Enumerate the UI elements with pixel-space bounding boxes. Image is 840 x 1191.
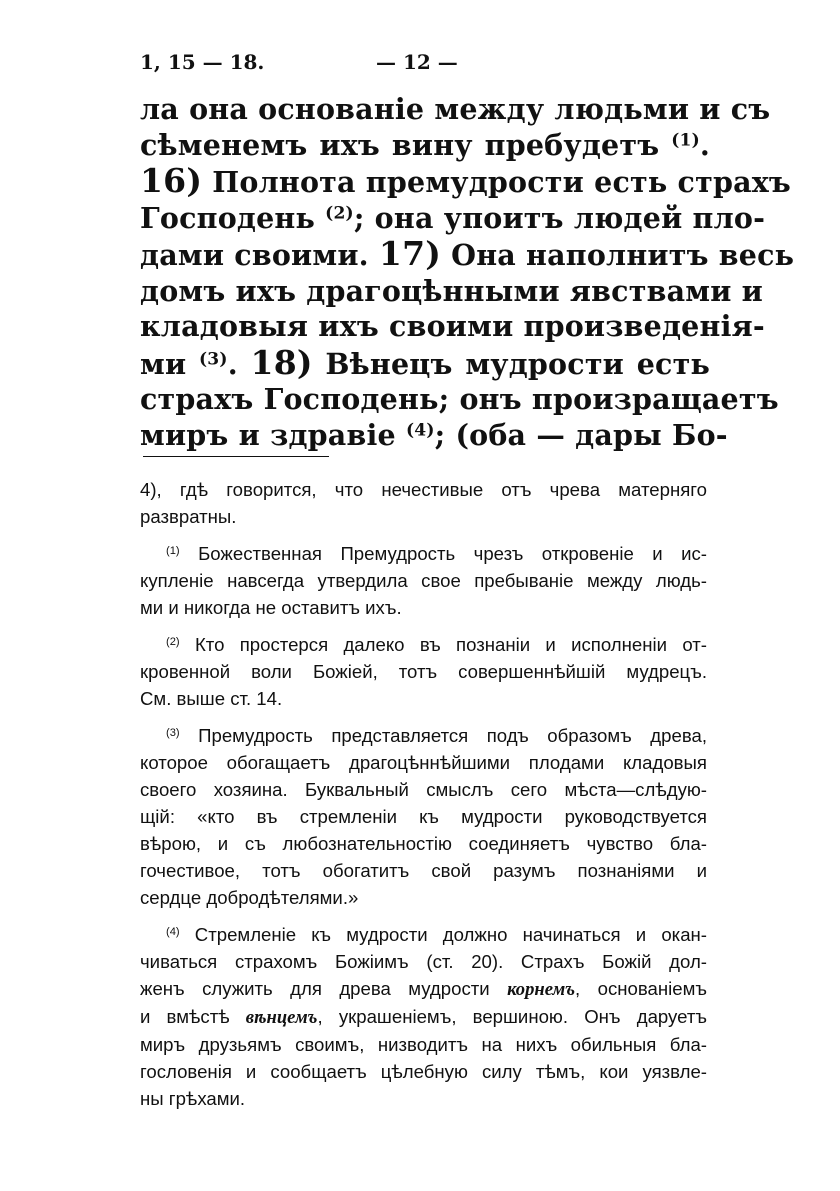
emphasized-word: корнемъ (507, 979, 576, 1000)
footnote-marker: (4) (166, 925, 180, 938)
text-run: Вѣнецъ мудрости есть (312, 346, 711, 381)
footnote-separator (143, 456, 329, 457)
footnote-line: См. выше ст. 14. (140, 688, 283, 709)
main-line (140, 200, 766, 237)
text-run: Господень (140, 200, 326, 235)
text-run: Полнота премудрости есть страхъ (202, 165, 791, 199)
footnote-line: которое обогащаетъ драгоцѣннѣйшими плодами кладовыя (140, 752, 707, 773)
text-run: миръ и здравіе (140, 417, 406, 452)
verse-number: 16) (140, 161, 203, 200)
footnote-text: и вмѣстѣ (140, 1006, 246, 1027)
text-run: ла она основаніе между людьми и съ (140, 92, 771, 126)
footnote-line: ми и никогда не оставитъ ихъ. (140, 597, 402, 618)
footnote-ref: (2) (325, 203, 354, 224)
footnote-line (140, 1003, 707, 1031)
page-header (140, 50, 705, 82)
footnote-line: чиваться страхомъ Божіимъ (ст. 20). Страхъ Божій дол- (140, 951, 707, 972)
footnote-line: купленіе навсегда утвердила свое пребываніе между людь- (140, 570, 707, 591)
main-line (140, 417, 728, 454)
text-run: сѣменемъ ихъ вину пребудетъ (140, 127, 672, 162)
footnotes (140, 476, 707, 1122)
footnote-text: Премудрость представляется подъ образомъ древа, (179, 725, 707, 746)
main-line (140, 161, 791, 201)
main-text (140, 92, 795, 453)
text-run: ; (оба — дары Бо- (434, 417, 728, 452)
text-run: . (699, 127, 710, 162)
footnote-line: развратны. (140, 506, 237, 527)
footnote-line: гословенія и сообщаетъ цѣлебную силу тѣмъ, кои уязвле- (140, 1061, 707, 1082)
footnote-marker: (1) (166, 544, 180, 557)
main-line (140, 128, 710, 164)
footnote-line (140, 631, 707, 658)
footnote-text: Стремленіе къ мудрости должно начинаться и окан- (179, 924, 707, 945)
footnote-line: щій: «кто въ стремленіи къ мудрости руководствуется (140, 806, 707, 827)
text-run: ми (140, 346, 200, 381)
footnote-text: , украшеніемъ, вершиною. Онъ даруетъ (317, 1006, 707, 1027)
footnote-text: Кто простерся далеко въ познаніи и исполненіи от- (179, 634, 707, 655)
main-line (140, 92, 771, 128)
footnote-3 (140, 722, 707, 911)
footnote-continuation (140, 476, 707, 530)
verse-number: 18) (250, 342, 313, 382)
footnote-2 (140, 631, 707, 712)
footnote-marker: (3) (166, 726, 180, 739)
main-line (140, 234, 795, 274)
footnote-4 (140, 921, 707, 1112)
footnote-marker: (2) (166, 635, 180, 648)
text-run: страхъ Господень; онъ произращаетъ (140, 382, 779, 416)
verse-range: 1, 15 — 18. (140, 50, 265, 74)
text-run: Она наполнитъ весь (441, 238, 795, 272)
footnote-line: сердце добродѣтелями.» (140, 887, 359, 908)
page-number: — 12 — (376, 50, 458, 74)
footnote-line (140, 975, 707, 1003)
footnote-line: миръ друзьямъ своимъ, низводитъ на нихъ обильныя бла- (140, 1034, 707, 1055)
footnote-text: Божественная Премудрость чрезъ откровеніе и ис- (179, 543, 707, 564)
footnote-line: вѣрою, и съ любознательностію соединяетъ чувство бла- (140, 833, 707, 854)
main-line (140, 342, 711, 383)
footnote-line: 4), гдѣ говорится, что нечестивые отъ чрева матерняго (140, 479, 707, 500)
footnote-line (140, 921, 707, 948)
footnote-ref: (3) (199, 349, 228, 370)
footnote-line (140, 722, 707, 749)
footnote-text: женъ служить для древа мудрости (140, 978, 508, 999)
text-run: ; она упоитъ людей пло- (353, 200, 766, 235)
main-line (140, 309, 765, 345)
text-run: дами своими. (140, 238, 379, 272)
footnote-text: , основаніемъ (575, 978, 707, 999)
text-run: . (227, 346, 251, 381)
text-run: кладовыя ихъ своими произведенія- (140, 309, 765, 343)
footnote-line (140, 540, 707, 567)
footnote-line: гочестивое, тотъ обогатитъ свой разумъ познаніями и (140, 860, 707, 881)
footnote-1 (140, 540, 707, 621)
footnote-line: кровенной воли Божіей, тотъ совершеннѣйшій мудрецъ. (140, 661, 707, 682)
emphasized-word: вѣнцемъ (245, 1007, 318, 1028)
footnote-ref: (4) (405, 420, 435, 441)
text-run: домъ ихъ драгоцѣнными явствами и (140, 273, 764, 308)
main-line (140, 382, 779, 418)
footnote-line: своего хозяина. Буквальный смыслъ сего мѣста—слѣдую- (140, 779, 707, 800)
main-line (140, 273, 764, 310)
footnote-ref: (1) (671, 130, 700, 151)
footnote-line: ны грѣхами. (140, 1088, 246, 1109)
verse-number: 17) (378, 234, 442, 273)
